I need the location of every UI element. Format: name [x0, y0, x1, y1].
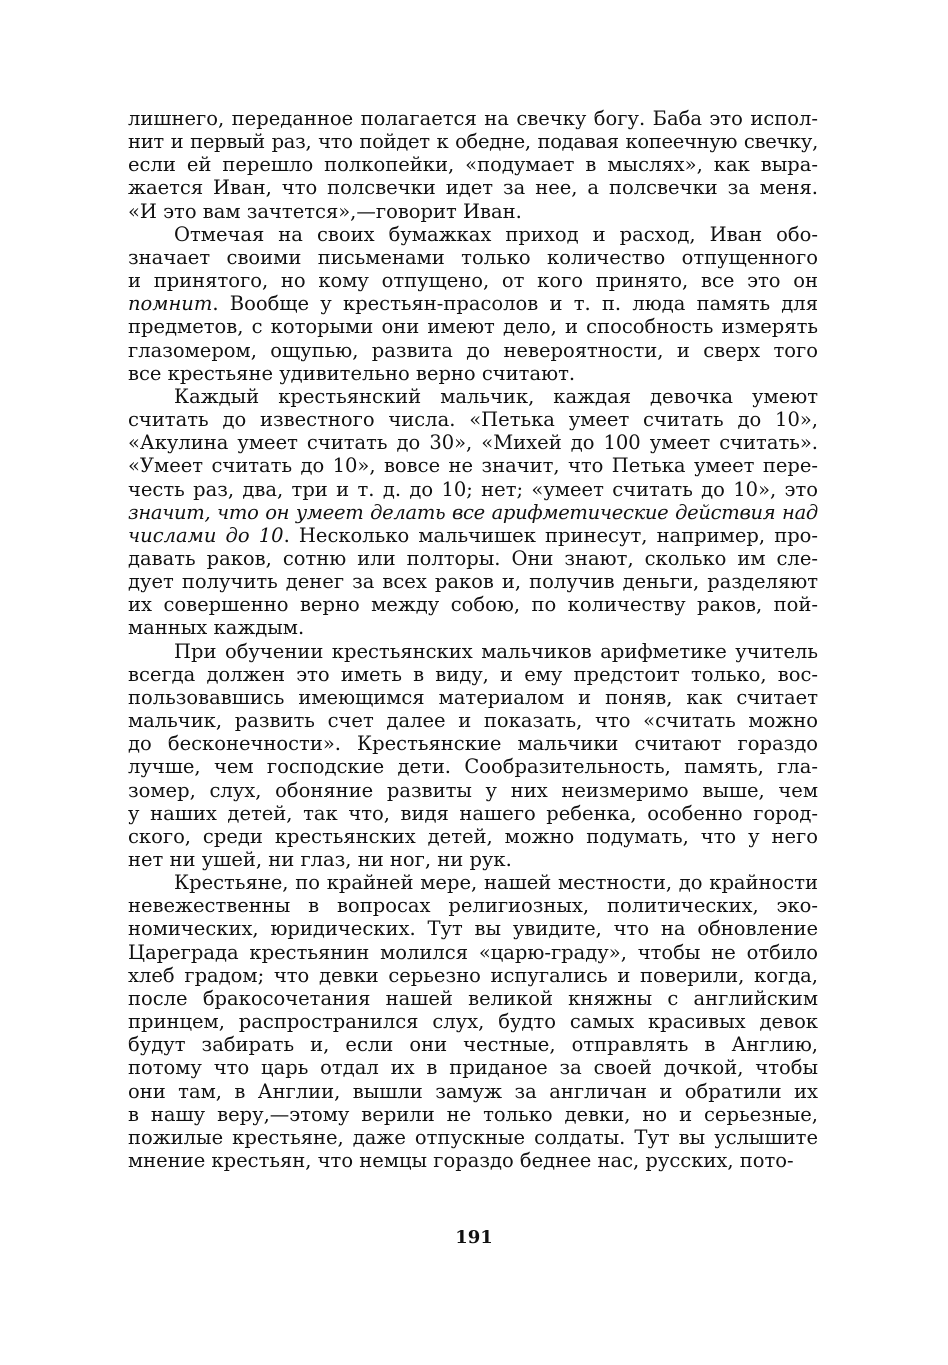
text-segment: они там, в Англии, вышли замуж за англичан и обратили их: [128, 1079, 818, 1103]
text-line: [128, 732, 818, 755]
text-segment: мальчик, развить счет далее и показать, что «считать можно: [128, 709, 818, 733]
text-line: [128, 917, 818, 940]
text-segment: Отмечая на своих бумажках приход и расход, Иван обо-: [174, 222, 818, 246]
text-segment: . Несколько мальчишек принесут, например, про-: [283, 523, 818, 547]
text-line: [128, 1126, 818, 1149]
text-segment: жается Иван, что полсвечки идет за нее, а полсвечки за меня.: [128, 176, 818, 200]
text-segment: пожилые крестьяне, даже отпускные солдаты. Тут вы услышите: [128, 1125, 818, 1149]
text-line: [128, 640, 818, 663]
page-text: [128, 107, 818, 1172]
text-line: [128, 292, 818, 315]
text-segment: предметов, с которыми они имеют дело, и способность измерять: [128, 315, 818, 339]
text-segment: если ей перешло полкопейки, «подумает в мыслях», как выра-: [128, 153, 818, 177]
text-segment: невежественны в вопросах религиозных, политических, эко-: [128, 894, 818, 918]
text-segment: . Вообще у крестьян-прасолов и т. п. люда память для: [212, 292, 818, 316]
paragraph: [128, 223, 818, 385]
italic-text: числами до 10: [128, 523, 284, 547]
text-segment: принцем, распространился слух, будто самых красивых девок: [128, 1010, 818, 1034]
text-line: [128, 964, 818, 987]
page-number: 191: [455, 1227, 493, 1248]
text-line: [128, 941, 818, 964]
text-line: [128, 593, 818, 616]
text-line: [128, 1103, 818, 1126]
paragraph: [128, 385, 818, 640]
text-line: [128, 570, 818, 593]
text-segment: пользовавшись имеющимся материалом и поняв, как считает: [128, 685, 818, 709]
text-segment: в нашу веру,—этому верили не только девки, но и серьезные,: [128, 1102, 818, 1126]
text-line: [128, 385, 818, 408]
text-segment: все крестьяне удивительно верно считают.: [128, 361, 576, 385]
text-line: [128, 524, 818, 547]
text-line: [128, 848, 818, 871]
text-line: [128, 755, 818, 778]
text-segment: давать раков, сотню или полторы. Они знают, сколько им сле-: [128, 546, 818, 570]
text-segment: «И это вам зачтется»,—говорит Иван.: [128, 199, 522, 223]
text-line: [128, 779, 818, 802]
text-line: [128, 408, 818, 431]
text-line: [128, 547, 818, 570]
text-segment: и принятого, но кому отпущено, от кого принято, все это он: [128, 269, 818, 293]
text-segment: нит и первый раз, что пойдет к обедне, подавая копеечную свечку,: [128, 130, 818, 154]
paragraph: [128, 107, 818, 223]
text-segment: нет ни ушей, ни глаз, ни ног, ни рук.: [128, 848, 512, 871]
text-line: [128, 1010, 818, 1033]
text-segment: у наших детей, так что, видя нашего ребенка, особенно город-: [128, 801, 818, 825]
text-line: [128, 663, 818, 686]
text-line: [128, 176, 818, 199]
text-segment: дует получить денег за всех раков и, получив деньги, разделяют: [128, 570, 818, 594]
text-line: [128, 871, 818, 894]
text-segment: честь раз, два, три и т. д. до 10; нет; «умеет считать до 10», это: [128, 477, 818, 501]
text-segment: Крестьяне, по крайней мере, нашей местности, до крайности: [174, 871, 818, 895]
text-segment: Каждый крестьянский мальчик, каждая девочка умеют: [174, 384, 818, 408]
text-segment: потому что царь отдал их в приданое за своей дочкой, чтобы: [128, 1056, 818, 1080]
text-segment: после бракосочетания нашей великой княжны с английским: [128, 986, 818, 1010]
text-line: [128, 894, 818, 917]
paragraph: [128, 871, 818, 1172]
text-segment: манных каждым.: [128, 616, 305, 640]
text-segment: лучше, чем господские дети. Сообразительность, память, гла-: [128, 755, 818, 779]
text-line: [128, 315, 818, 338]
text-segment: ского, среди крестьянских детей, можно подумать, что у него: [128, 824, 818, 848]
text-line: [128, 1080, 818, 1103]
text-line: [128, 478, 818, 501]
text-line: [128, 709, 818, 732]
italic-text: помнит: [128, 292, 213, 316]
text-line: [128, 454, 818, 477]
text-segment: всегда должен это иметь в виду, и ему предстоит только, вос-: [128, 662, 818, 686]
text-line: [128, 501, 818, 524]
text-line: [128, 339, 818, 362]
text-segment: глазомером, ощупью, развита до невероятности, и сверх того: [128, 338, 818, 362]
text-segment: «Акулина умеет считать до 30», «Михей до 100 умеет считать».: [128, 431, 818, 455]
text-segment: зомер, слух, обоняние развиты у них неизмеримо выше, чем: [128, 778, 818, 802]
text-line: [128, 1149, 818, 1172]
paragraph: [128, 640, 818, 872]
text-segment: считать до известного числа. «Петька умеет считать до 10»,: [128, 408, 818, 432]
text-segment: хлеб градом; что девки серьезно испугались и поверили, когда,: [128, 963, 818, 987]
text-line: [128, 802, 818, 825]
text-line: [128, 987, 818, 1010]
text-line: [128, 153, 818, 176]
text-line: [128, 686, 818, 709]
text-line: [128, 246, 818, 269]
text-segment: значает своими письменами только количество отпущенного: [128, 245, 818, 269]
text-line: [128, 431, 818, 454]
text-segment: Цареграда крестьянин молился «царю-граду», чтобы не отбило: [128, 940, 818, 964]
text-line: [128, 825, 818, 848]
text-line: [128, 130, 818, 153]
text-line: [128, 269, 818, 292]
text-segment: При обучении крестьянских мальчиков арифметике учитель: [174, 639, 818, 663]
text-segment: номических, юридических. Тут вы увидите, что на обновление: [128, 917, 818, 941]
text-segment: «Умеет считать до 10», вовсе не значит, что Петька умеет пере-: [128, 454, 818, 478]
text-segment: до бесконечности». Крестьянские мальчики считают гораздо: [128, 732, 818, 756]
text-line: [128, 616, 818, 639]
text-segment: их совершенно верно между собою, по количеству раков, пой-: [128, 593, 818, 617]
text-line: [128, 1033, 818, 1056]
text-segment: будут забирать и, если они честные, отправлять в Англию,: [128, 1033, 818, 1057]
text-line: [128, 1056, 818, 1079]
text-segment: лишнего, переданное полагается на свечку богу. Баба это испол-: [128, 107, 818, 130]
italic-text: значит, что он умеет делать все арифметические действия над: [128, 500, 818, 524]
text-segment: мнение крестьян, что немцы гораздо беднее нас, русских, пото-: [128, 1149, 794, 1173]
text-line: [128, 200, 818, 223]
text-line: [128, 223, 818, 246]
text-line: [128, 362, 818, 385]
text-line: [128, 107, 818, 130]
